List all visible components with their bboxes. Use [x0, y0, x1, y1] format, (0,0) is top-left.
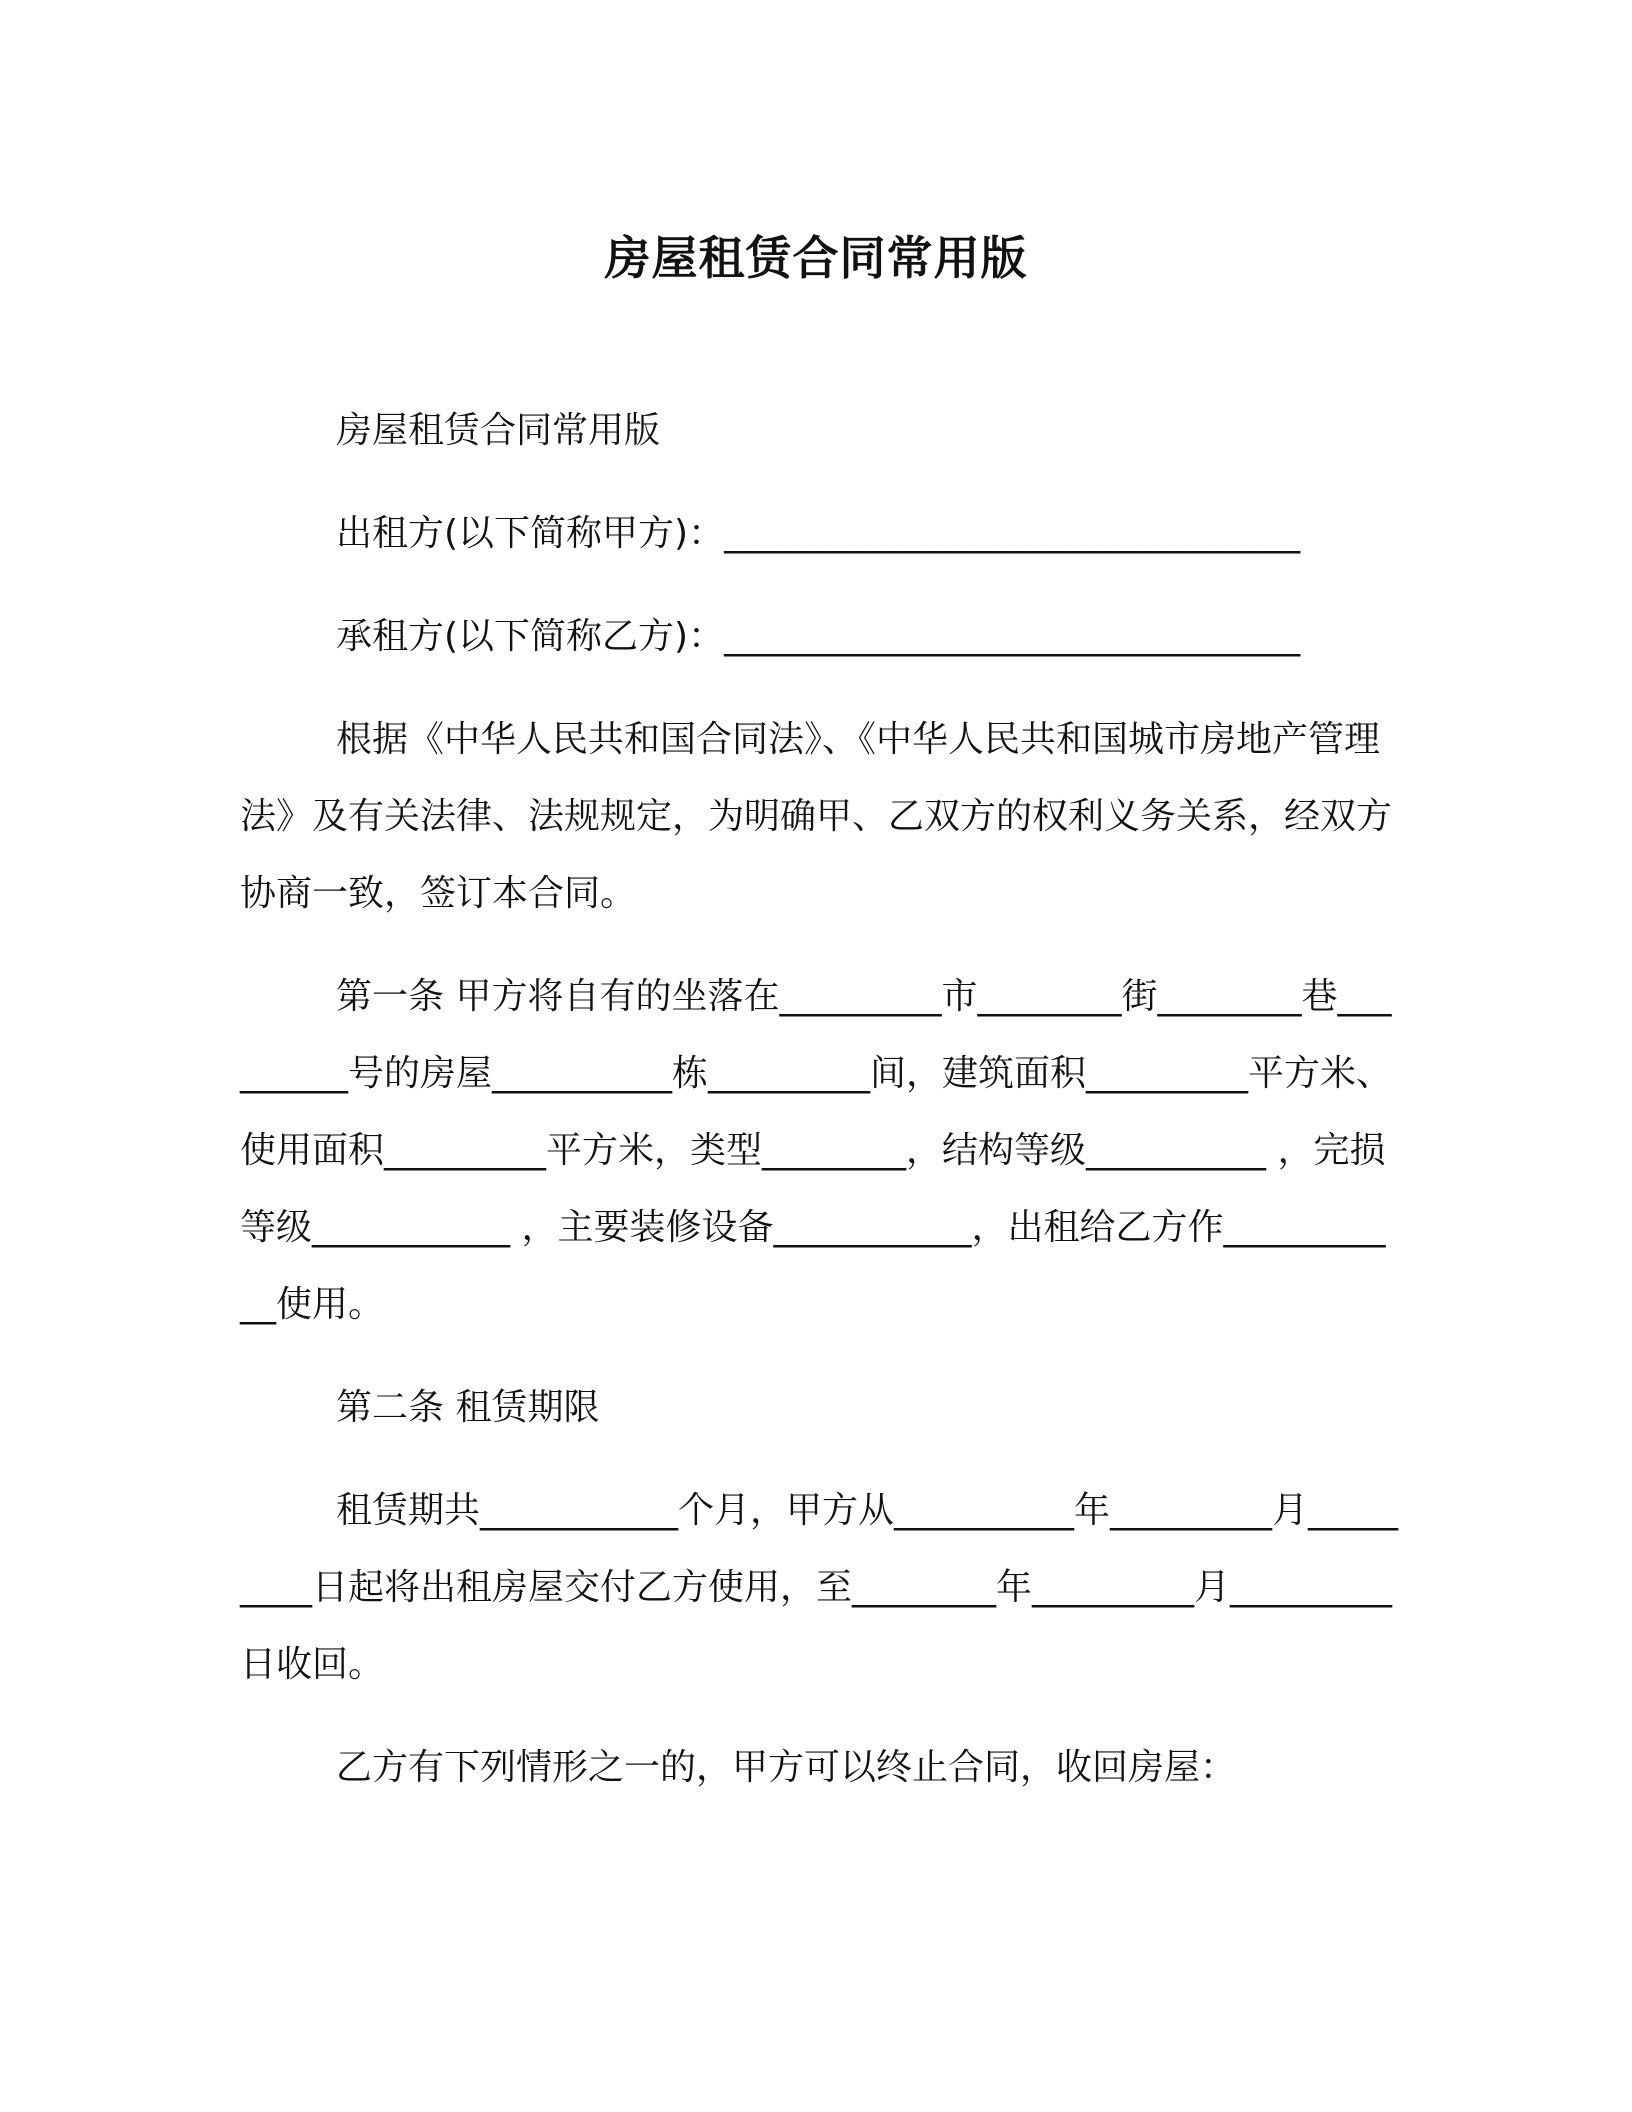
paragraph-termination: 乙方有下列情形之一的，甲方可以终止合同，收回房屋：	[336, 1747, 1237, 1788]
paragraph-lease-term: 租赁期共___________个月，甲方从__________年_________月_________日起将出租房屋交付乙方使用，至________年_________月_________日收回。	[240, 1490, 1399, 1685]
paragraph-lessor: 出租方(以下简称甲方)：________________________________	[336, 513, 1301, 554]
paragraph-lessee: 承租方(以下简称乙方)：________________________________	[336, 616, 1301, 657]
paragraph-article-1: 第一条 甲方将自有的坐落在_________市________街________巷_________号的房屋__________栋_________间，建筑面积_________平方米、使用面积_________平方米，类型________，结构等级__________ ，完损等级___________ ，主要装修设备___________，出租给乙方作___________使用。	[240, 976, 1393, 1325]
paragraph-subtitle: 房屋租赁合同常用版	[336, 410, 661, 451]
paragraph-preamble: 根据《中华人民共和国合同法》、《中华人民共和国城市房地产管理法》及有关法律、法规规定，为明确甲、乙双方的权利义务关系，经双方协商一致，签订本合同。	[240, 719, 1393, 914]
document-body	[240, 392, 1400, 1832]
document-title: 房屋租赁合同常用版	[604, 231, 1028, 285]
paragraph-article-2-heading: 第二条 租赁期限	[336, 1387, 600, 1428]
